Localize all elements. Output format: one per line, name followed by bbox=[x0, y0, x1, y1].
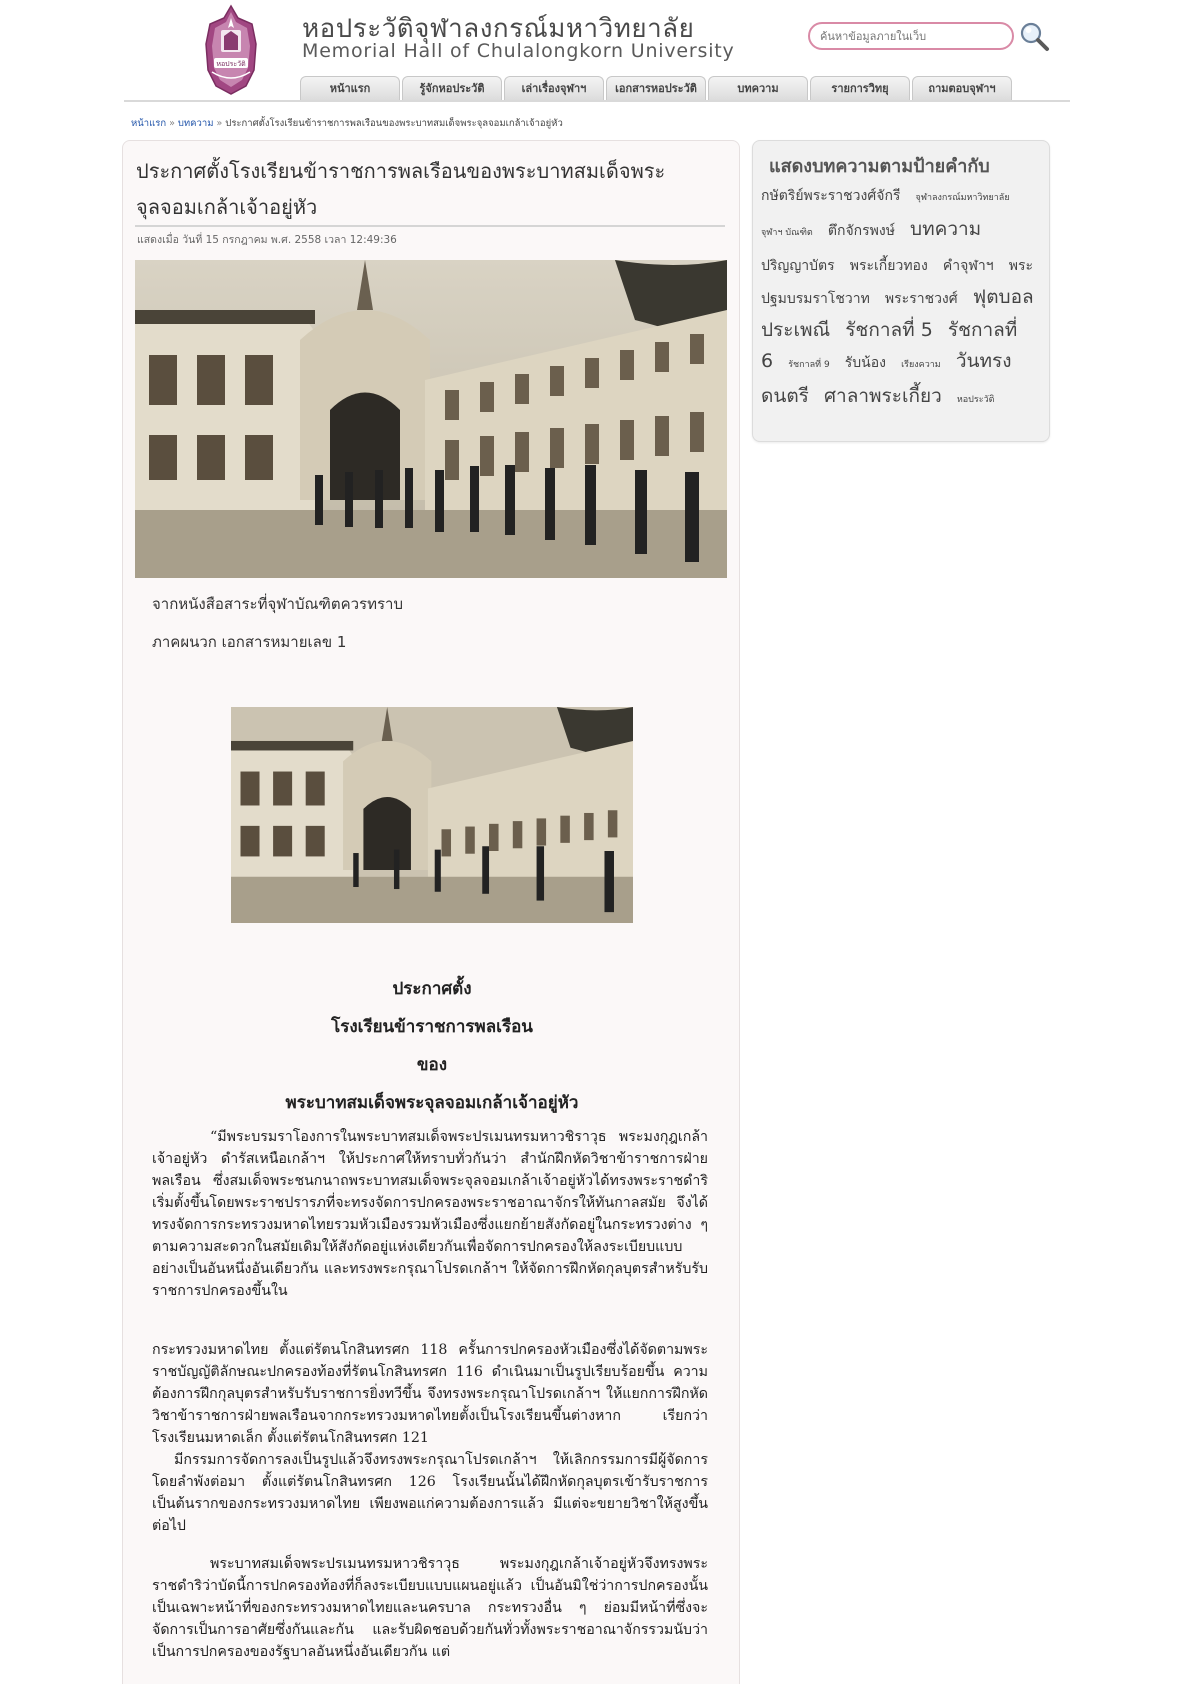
search-button[interactable] bbox=[1018, 20, 1050, 52]
tag-link[interactable]: รับน้อง bbox=[844, 355, 886, 371]
tag-link[interactable]: จุฬาลงกรณ์มหาวิทยาลัย bbox=[915, 193, 1010, 203]
proclamation-heading-3: ของ bbox=[416, 1055, 448, 1075]
tag-link[interactable]: รัชกาลที่ 6 bbox=[761, 319, 1018, 372]
site-logo[interactable] bbox=[200, 4, 262, 96]
tag-link[interactable]: ศาลาพระเกี้ยว bbox=[823, 385, 942, 407]
source-appendix: ภาคผนวก เอกสารหมายเลข 1 bbox=[152, 633, 347, 651]
tag-link[interactable]: ปริญญาบัตร bbox=[761, 258, 835, 274]
tab-home[interactable]: หน้าแรก bbox=[300, 76, 400, 100]
proclamation-heading-2: โรงเรียนข้าราชการพลเรือน bbox=[331, 1017, 533, 1037]
svg-text:หอประวัติ: หอประวัติ bbox=[216, 60, 246, 68]
tag-cloud-panel bbox=[752, 140, 1050, 442]
source-book: จากหนังสือสาระที่จุฬาบัณฑิตควรทราบ bbox=[152, 595, 404, 613]
nav-divider bbox=[124, 100, 1070, 102]
article-panel bbox=[122, 140, 740, 1684]
tag-link[interactable]: คำจุฬาฯ bbox=[942, 258, 994, 274]
historic-photo-large bbox=[135, 260, 727, 578]
breadcrumb-separator: » bbox=[216, 118, 223, 129]
tag-link[interactable]: พระปฐมบรมราโชวาท bbox=[761, 258, 1033, 307]
breadcrumb-separator: » bbox=[169, 118, 175, 129]
title-divider bbox=[135, 225, 725, 227]
proclamation-heading-4: พระบาทสมเด็จพระจุลจอมเกล้าเจ้าอยู่หัว bbox=[285, 1093, 579, 1113]
tab-stories[interactable]: เล่าเรื่องจุฬาฯ bbox=[504, 76, 604, 100]
tab-radio[interactable]: รายการวิทยุ bbox=[810, 76, 910, 100]
tag-link[interactable]: ตึกจักรพงษ์ bbox=[827, 223, 895, 239]
tab-faq[interactable]: ถามตอบจุฬาฯ bbox=[912, 76, 1012, 100]
site-title-english: Memorial Hall of Chulalongkorn University bbox=[302, 40, 735, 62]
article-title-line-2: จุลจอมเกล้าเจ้าอยู่หัว bbox=[136, 195, 318, 219]
tag-link[interactable]: พระเกี้ยวทอง bbox=[849, 258, 928, 274]
breadcrumb-current: ประกาศตั้งโรงเรียนข้าราชการพลเรือนของพระบาทสมเด็จพระจุลจอมเกล้าเจ้าอยู่หัว bbox=[225, 118, 563, 129]
body-paragraph-3: มีกรรมการจัดการลงเป็นรูปแล้วจึงทรงพระกรุณาโปรดเกล้าฯ ให้เลิกกรรมการมีผู้จัดการโดยลำพังต่อมา ตั้งแต่รัตนโกสินทรศก 126 โรงเรียนนั้นได้ฝึกหัดกุลบุตรเข้ารับราชการเป็นต้นรากของกระทรวงมหาดไทย เพียงพอแก่ความต้องการแล้ว มีแต่จะขยายวิชาให้สูงขึ้นต่อไป bbox=[152, 1452, 708, 1534]
breadcrumb-home[interactable]: หน้าแรก bbox=[131, 118, 167, 129]
tag-link[interactable]: รัชกาลที่ 5 bbox=[845, 319, 933, 341]
tag-cloud bbox=[761, 179, 1043, 416]
body-paragraph-4: พระบาทสมเด็จพระปรเมนทรมหาวชิราวุธ พระมงกุฎเกล้าเจ้าอยู่หัวจึงทรงพระราชดำริว่าบัดนี้การปกครองท้องที่ก็ลงระเบียบแบบแผนอยู่แล้ว เป็นอันมิใช่ว่าการปกครองนั้นเป็นเฉพาะหน้าที่ของกระทรวงมหาดไทยและนครบาล กระทรวงอื่น ๆ ย่อมมีหน้าที่ซึ่งจะจัดการเป็นการอาศัยซึ่งกันและกัน และรับผิดชอบด้วยกันทั่วทั้งพระราชอาณาจักรรวมนับว่าเป็นการปกครองของรัฐบาลอันหนึ่งอันเดียวกัน แต่ bbox=[152, 1556, 708, 1660]
tag-link[interactable]: วันทรงดนตรี bbox=[761, 350, 1012, 407]
tag-link[interactable]: พระราชวงศ์ bbox=[884, 291, 958, 307]
tag-link[interactable]: หอประวัติ bbox=[956, 395, 995, 405]
search-box bbox=[808, 22, 1014, 50]
tab-about[interactable]: รู้จักหอประวัติ bbox=[402, 76, 502, 100]
tag-link[interactable]: จุฬาฯ บัณฑิต bbox=[761, 228, 813, 238]
proclamation-heading-1: ประกาศตั้ง bbox=[392, 979, 472, 999]
tag-link[interactable]: กษัตริย์พระราชวงศ์จักรี bbox=[761, 188, 901, 204]
body-paragraph-1: “มีพระบรมราโองการในพระบาทสมเด็จพระปรเมนทรมหาวชิราวุธ พระมงกุฎเกล้าเจ้าอยู่หัว ดำรัสเหนือเกล้าฯ ให้ประกาศให้ทราบทั่วกันว่า สำนักฝึกหัดวิชาข้าราชการฝ่ายพลเรือน ซึ่งสมเด็จพระชนกนาถพระบาทสมเด็จพระจุลจอมเกล้าเจ้าอยู่หัวได้ทรงพระราชดำริ เริ่มตั้งขึ้นโดยพระราชปรารภที่จะทรงจัดการปกครองพระราชอาณาจักรให้ทันกาลสมัย จึงได้ทรงจัดการกระทรวงมหาดไทยรวมหัวเมืองรวมหัวเมืองซึ่งแยกย้ายสังกัดอยู่ในกระทรวงต่าง ๆ ตามความสะดวกในสมัยเดิมให้สังกัดอยู่แห่งเดียวกันเพื่อจัดการปกครองให้ลงระเบียบแบบอย่างเป็นอันหนึ่งอันเดียวกัน และทรงพระกรุณาโปรดเกล้าฯ ให้จัดการฝึกหัดกุลบุตรสำหรับรับราชการปกครองขึ้นใน bbox=[152, 1129, 708, 1299]
breadcrumb bbox=[131, 116, 563, 131]
site-title-thai: หอประวัติจุฬาลงกรณ์มหาวิทยาลัย bbox=[302, 14, 695, 44]
body-paragraph-2: กระทรวงมหาดไทย ตั้งแต่รัตนโกสินทรศก 118 ครั้นการปกครองหัวเมืองซึ่งได้จัดตามพระราชบัญญัติลักษณะปกครองท้องที่รัตนโกสินทรศก 116 ดำเนินมาเป็นรูปเรียบร้อยขึ้น ความต้องการฝึกกุลบุตรสำหรับรับราชการยิ่งทวีขึ้น จึงทรงพระกรุณาโปรดเกล้าฯ ให้แยกการฝึกหัดวิชาข้าราชการฝ่ายพลเรือนจากกระทรวงมหาดไทยตั้งเป็นโรงเรียนขึ้นต่างหาก เรียกว่า โรงเรียนมหาดเล็ก ตั้งแต่รัตนโกสินทรศก 121 bbox=[152, 1342, 708, 1446]
tab-documents[interactable]: เอกสารหอประวัติ bbox=[606, 76, 706, 100]
tab-articles[interactable]: บทความ bbox=[708, 76, 808, 100]
tag-cloud-title: แสดงบทความตามป้ายคำกับ bbox=[769, 156, 990, 177]
publish-date: แสดงเมื่อ วันที่ 15 กรกฎาคม พ.ศ. 2558 เวลา 12:49:36 bbox=[137, 234, 397, 246]
historic-photo-small bbox=[231, 707, 633, 923]
tag-link[interactable]: ฟุตบอลประเพณี bbox=[761, 286, 1034, 341]
tag-link[interactable]: บทความ bbox=[910, 218, 982, 240]
magnifier-icon bbox=[1018, 20, 1050, 52]
main-nav bbox=[300, 76, 1014, 100]
article-title-line-1: ประกาศตั้งโรงเรียนข้าราชการพลเรือนของพระบาทสมเด็จพระ bbox=[136, 159, 666, 183]
search-input[interactable] bbox=[810, 24, 1012, 48]
tag-link[interactable]: เรียงความ bbox=[901, 360, 941, 370]
breadcrumb-section[interactable]: บทความ bbox=[177, 118, 214, 129]
article-title bbox=[136, 153, 726, 225]
tag-link[interactable]: รัชกาลที่ 9 bbox=[788, 360, 830, 370]
